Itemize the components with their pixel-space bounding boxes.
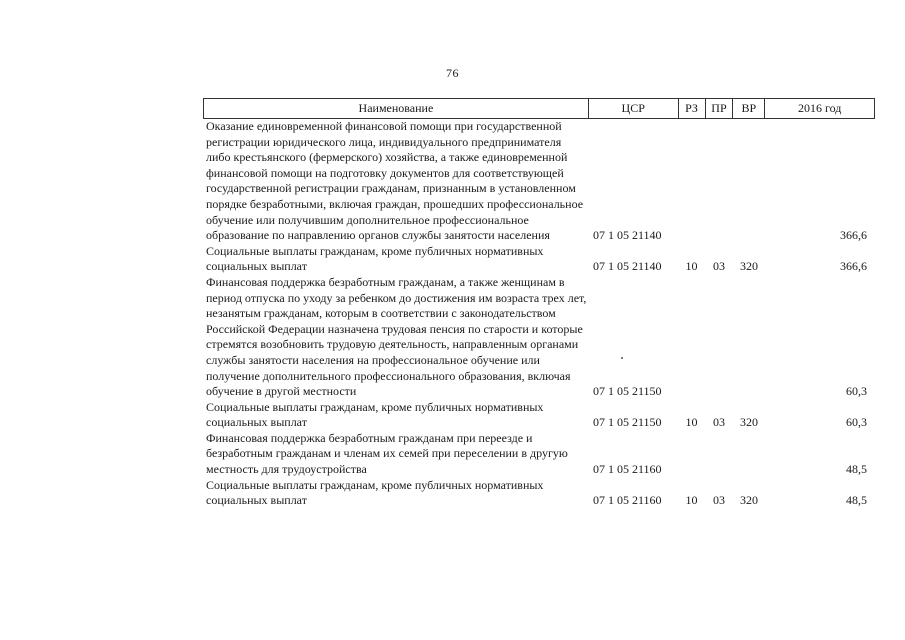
row-value: 366,6 (840, 228, 867, 243)
table-row (203, 275, 875, 400)
header-csr: ЦСР (588, 99, 678, 118)
row-csr: 07 1 05 21140 (593, 228, 662, 243)
header-vr: ВР (732, 99, 764, 118)
row-value: 60,3 (846, 415, 867, 430)
table-row (203, 400, 875, 431)
row-name: Финансовая поддержка безработным гражданам при переезде и безработным гражданам и членам их семей при переселении в другую местность для трудоустройства (206, 430, 568, 477)
page-number: 76 (446, 66, 459, 80)
row-name: Оказание единовременной финансовой помощи при государственной регистрации юридического лица, индивидуального предпринимателя либо крестьянского (фермерского) хозяйства, а также единовременной финансовой помощи на подготовку документов для соответствующей государственной регистрации гражданам, признанным в установленном порядке безработными, включая граждан, прошедших профессиональное обучение или получившим дополнительное профессиональное образование по направлению органов службы занятости населения (206, 119, 584, 243)
budget-table (203, 98, 875, 509)
row-pr: 03 (713, 259, 725, 274)
row-pr: 03 (713, 493, 725, 508)
row-csr: 07 1 05 21140 (593, 259, 662, 274)
row-pr: 03 (713, 415, 725, 430)
header-name: Наименование (358, 100, 434, 115)
row-rz: 10 (685, 415, 698, 430)
row-value: 60,3 (846, 384, 867, 399)
table-row (203, 478, 875, 509)
header-year: 2016 год (764, 99, 874, 118)
row-value: 366,6 (840, 259, 867, 274)
row-csr: 07 1 05 21150 (593, 415, 662, 430)
row-rz: 10 (685, 259, 698, 274)
table-row (203, 431, 875, 478)
table-header (203, 98, 875, 119)
row-value: 48,5 (846, 462, 867, 477)
row-rz: 10 (685, 493, 698, 508)
row-vr: 320 (740, 415, 758, 430)
header-rz: РЗ (678, 99, 705, 118)
row-csr: 07 1 05 21150 (593, 384, 662, 399)
row-csr: 07 1 05 21160 (593, 462, 662, 477)
scan-speck (621, 357, 623, 359)
row-name: Социальные выплаты гражданам, кроме публичных нормативных социальных выплат (206, 477, 544, 508)
row-vr: 320 (740, 493, 758, 508)
row-csr: 07 1 05 21160 (593, 493, 662, 508)
row-name: Финансовая поддержка безработным гражданам, а также женщинам в период отпуска по уходу за ребенком до достижения им возраста трех лет, незанятым гражданам, которым в соответствии с законодательством Российской Федерации назначена трудовая пенсия по старости и которые стремятся возобновить трудовую деятельность, направленным органами службы занятости населения на профессиональное обучение или получение дополнительного профессионального образования, включая обучение в другой местности (206, 274, 587, 399)
row-vr: 320 (740, 259, 758, 274)
table-row (203, 119, 875, 244)
row-value: 48,5 (846, 493, 867, 508)
table-row (203, 244, 875, 275)
header-pr: ПР (705, 99, 733, 118)
row-name: Социальные выплаты гражданам, кроме публичных нормативных социальных выплат (206, 243, 544, 274)
row-name: Социальные выплаты гражданам, кроме публичных нормативных социальных выплат (206, 399, 544, 430)
